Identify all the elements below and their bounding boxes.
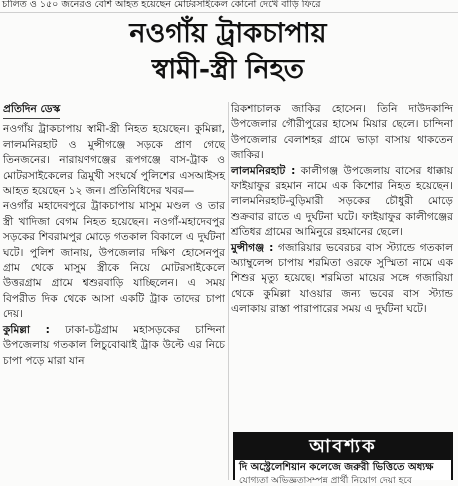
headline-line-2: স্বামী-স্ত্রী নিহত: [151, 54, 305, 85]
column-divider: [228, 102, 229, 480]
location-label: লালমনিরহাট :: [231, 164, 296, 177]
ad-subtitle: দি অস্ট্রেলেশিয়ান কলেজে জরুরী ভিত্তিতে অধ্যক্ষ: [239, 462, 434, 473]
paragraph-text: গজারিয়ার ভবেরচর বাস স্ট্যান্ডে গতকাল অ্যাম্বুলেন্স চাপায় শরমিতা ওরফে সুস্মিতা নামে এক শিশুর মৃত্যু হয়েছে। শরমিতা মায়ের সঙ্গে গজারিয়া থেকে কুমিল্লা যাওয়ার জন্য ভবের বাস স্ট্যান্ড এলাকায় রাস্তা পারাপারের সময় এ দুর্ঘটনা ঘটে।: [231, 241, 453, 316]
paragraph-text: ঢাকা-চট্টগ্রাম মহাসড়কের চান্দিনা উপজেলায় গতকাল লিচুবোঝাই ট্রাক উল্টে এর নিচে চাপা পড়ে মারা যান: [3, 323, 226, 367]
paragraph-text: কালীগঞ্জ উপজেলায় বাসের ধাক্কায় ফাইয়াফুর রহমান নামে এক কিশোর নিহত হয়েছেন। লালমনিরহাট-বুড়িমারী সড়কের চৌধুরী মোড়ে শুক্রবার রাতে এ দুর্ঘটনা ঘটে। ফাইয়াফুর কালীগঞ্জের শ্রতিধর গ্রামের আমিনুরে রহমানের ছেলে।: [231, 164, 453, 239]
ad-subtitle-secondary: যোগ্যতা অভিজ্ঞতাসম্পন্ন প্রার্থী নিয়োগ দেয়া হবে: [239, 476, 412, 486]
article-column-left: [3, 102, 225, 480]
headline-line-1: নওগাঁয় ট্রাকচাপায়: [129, 18, 327, 49]
location-label: কুমিল্লা :: [3, 323, 50, 336]
paragraph: রিকশাচালক জাকির হোসেন। তিনি দাউদকান্দি উপজেলার গৌরীপুরের হাসেম মিয়ার ছেলে। চান্দিনা উপজেলার বেলাশহর গ্রামে ভাড়া বাসায় থাকতেন জাকির।: [231, 103, 453, 162]
article-column-right: [231, 102, 453, 480]
classified-ad: [233, 432, 453, 486]
paragraph: নওগাঁয় ট্রাকচাপায় স্বামী-স্ত্রী নিহত হয়েছেন। কুমিল্লা, লালমনিরহাট ও মুন্সীগঞ্জে সড়কে প্রাণ গেছে তিনজনের। নারায়ণগঞ্জের রূপগঞ্জে বাস-ট্রাক ও মোটরসাইকেলের ত্রিমুখী সংঘর্ষে পুলিশের এসআইসহ আহত হয়েছেন ১২ জন। প্রতিনিধিদের খবর—: [3, 123, 225, 198]
paragraph: [231, 164, 453, 241]
previous-article-tail: চালিত ও ১৫০ জনেরও বেশি আহত হয়েছেন মোটরসাইকেল কোনো দেখে বাড়ি ফিরে: [0, 0, 458, 13]
location-label: মুন্সীগঞ্জ :: [231, 241, 274, 254]
ad-title: আবশ্যক: [235, 434, 451, 460]
paragraph: নওগাঁর মহাদেবপুরে ট্রাকচাপায় মাসুম মণ্ডল ও তার স্ত্রী খাদিজা বেগম নিহত হয়েছেন। নওগাঁ-মহাদেবপুর সড়কের শিবরামপুর মোড়ে গতকাল বিকালে এ দুর্ঘটনা ঘটে। পুলিশ জানায়, উপজেলার দক্ষিণ হোসেনপুর গ্রাম থেকে মাসুম স্ত্রীকে নিয়ে মোটরসাইকেলে উত্তরগ্রাম গ্রামে শ্বশুরবাড়ি যাচ্ছিলেন। এ সময় বিপরীত দিক থেকে আসা একটি ট্রাক তাদের চাপা দেয়।: [3, 200, 225, 321]
article-headline: [0, 16, 456, 88]
paragraph: [3, 323, 225, 369]
paragraph: [231, 241, 453, 318]
byline: প্রতিদিন ডেস্ক: [3, 102, 60, 119]
